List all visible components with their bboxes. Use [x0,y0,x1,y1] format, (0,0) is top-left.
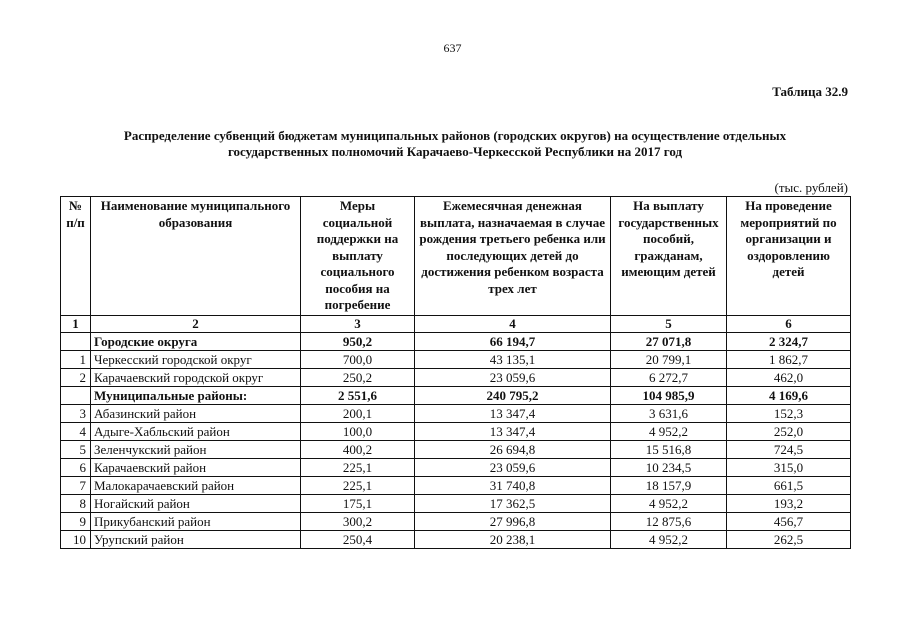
document-title [60,128,850,160]
municipality-name: Адыге-Хабльский район [91,423,301,441]
header-row [61,197,851,316]
burial-benefit-value: 225,1 [301,477,415,495]
monthly-payment-value: 13 347,4 [415,423,611,441]
table-row [61,441,851,459]
table-row [61,333,851,351]
table-row [61,387,851,405]
burial-benefit-value: 200,1 [301,405,415,423]
burial-benefit-value: 175,1 [301,495,415,513]
state-benefits-value: 27 071,8 [611,333,727,351]
subventions-table [60,196,851,549]
child-recreation-value: 661,5 [727,477,851,495]
monthly-payment-value: 23 059,6 [415,459,611,477]
table-row [61,459,851,477]
row-index: 10 [61,531,91,549]
state-benefits-value: 4 952,2 [611,531,727,549]
child-recreation-value: 1 862,7 [727,351,851,369]
state-benefits-value: 20 799,1 [611,351,727,369]
burial-benefit-value: 250,2 [301,369,415,387]
monthly-payment-value: 66 194,7 [415,333,611,351]
col-header-monthly-payment: Ежемесячная денежная выплата, назначаемая в случае рождения третьего ребенка или последующих детей до достижения ребенком возраста трех лет [415,197,611,316]
table-row [61,405,851,423]
child-recreation-value: 456,7 [727,513,851,531]
municipality-name: Зеленчукский район [91,441,301,459]
state-benefits-value: 12 875,6 [611,513,727,531]
municipality-name: Прикубанский район [91,513,301,531]
row-index: 1 [61,351,91,369]
title-line-2: государственных полномочий Карачаево-Черкесской Республики на 2017 год [227,144,683,159]
column-number: 1 [61,316,91,333]
table-label: Таблица 32.9 [772,84,848,99]
monthly-payment-value: 17 362,5 [415,495,611,513]
state-benefits-value: 15 516,8 [611,441,727,459]
state-benefits-value: 10 234,5 [611,459,727,477]
burial-benefit-value: 700,0 [301,351,415,369]
burial-benefit-value: 100,0 [301,423,415,441]
row-index: 6 [61,459,91,477]
row-index: 7 [61,477,91,495]
table-row [61,369,851,387]
table-row [61,351,851,369]
state-benefits-value: 18 157,9 [611,477,727,495]
state-benefits-value: 3 631,6 [611,405,727,423]
row-index: 2 [61,369,91,387]
table-row [61,531,851,549]
column-numbers-row [61,316,851,333]
row-index [61,387,91,405]
state-benefits-value: 104 985,9 [611,387,727,405]
row-index [61,333,91,351]
page-number: 637 [443,41,462,55]
monthly-payment-value: 13 347,4 [415,405,611,423]
burial-benefit-value: 950,2 [301,333,415,351]
monthly-payment-value: 31 740,8 [415,477,611,495]
municipality-name: Черкесский городской округ [91,351,301,369]
state-benefits-value: 4 952,2 [611,423,727,441]
column-number: 4 [415,316,611,333]
burial-benefit-value: 250,4 [301,531,415,549]
table-row [61,513,851,531]
col-header-child-recreation: На проведение мероприятий по организации и оздоровлению детей [727,197,851,316]
col-header-state-benefits: На выплату государственных пособий, гражданам, имеющим детей [611,197,727,316]
monthly-payment-value: 43 135,1 [415,351,611,369]
municipality-name: Карачаевский район [91,459,301,477]
table-row [61,423,851,441]
monthly-payment-value: 23 059,6 [415,369,611,387]
table-body [61,316,851,549]
column-number: 2 [91,316,301,333]
row-index: 8 [61,495,91,513]
burial-benefit-value: 300,2 [301,513,415,531]
municipality-name: Абазинский район [91,405,301,423]
state-benefits-value: 6 272,7 [611,369,727,387]
child-recreation-value: 252,0 [727,423,851,441]
monthly-payment-value: 240 795,2 [415,387,611,405]
monthly-payment-value: 26 694,8 [415,441,611,459]
monthly-payment-value: 27 996,8 [415,513,611,531]
row-index: 5 [61,441,91,459]
municipality-name: Карачаевский городской округ [91,369,301,387]
burial-benefit-value: 400,2 [301,441,415,459]
row-index: 9 [61,513,91,531]
row-index: 3 [61,405,91,423]
child-recreation-value: 4 169,6 [727,387,851,405]
child-recreation-value: 724,5 [727,441,851,459]
table-row [61,495,851,513]
child-recreation-value: 315,0 [727,459,851,477]
municipality-name: Ногайский район [91,495,301,513]
column-number: 3 [301,316,415,333]
municipality-name: Малокарачаевский район [91,477,301,495]
municipality-name: Городские округа [91,333,301,351]
monthly-payment-value: 20 238,1 [415,531,611,549]
table-row [61,477,851,495]
municipality-name: Урупский район [91,531,301,549]
column-number: 5 [611,316,727,333]
col-header-number: № п/п [61,197,91,316]
child-recreation-value: 193,2 [727,495,851,513]
child-recreation-value: 2 324,7 [727,333,851,351]
child-recreation-value: 152,3 [727,405,851,423]
column-number: 6 [727,316,851,333]
child-recreation-value: 462,0 [727,369,851,387]
units-note: (тыс. рублей) [774,180,848,195]
title-line-1: Распределение субвенций бюджетам муниципальных районов (городских округов) на осуществление отдельных [123,128,787,143]
burial-benefit-value: 225,1 [301,459,415,477]
row-index: 4 [61,423,91,441]
col-header-name: Наименование муниципального образования [91,197,301,316]
burial-benefit-value: 2 551,6 [301,387,415,405]
state-benefits-value: 4 952,2 [611,495,727,513]
municipality-name: Муниципальные районы: [91,387,301,405]
col-header-burial-benefit: Меры социальной поддержки на выплату социального пособия на погребение [301,197,415,316]
child-recreation-value: 262,5 [727,531,851,549]
